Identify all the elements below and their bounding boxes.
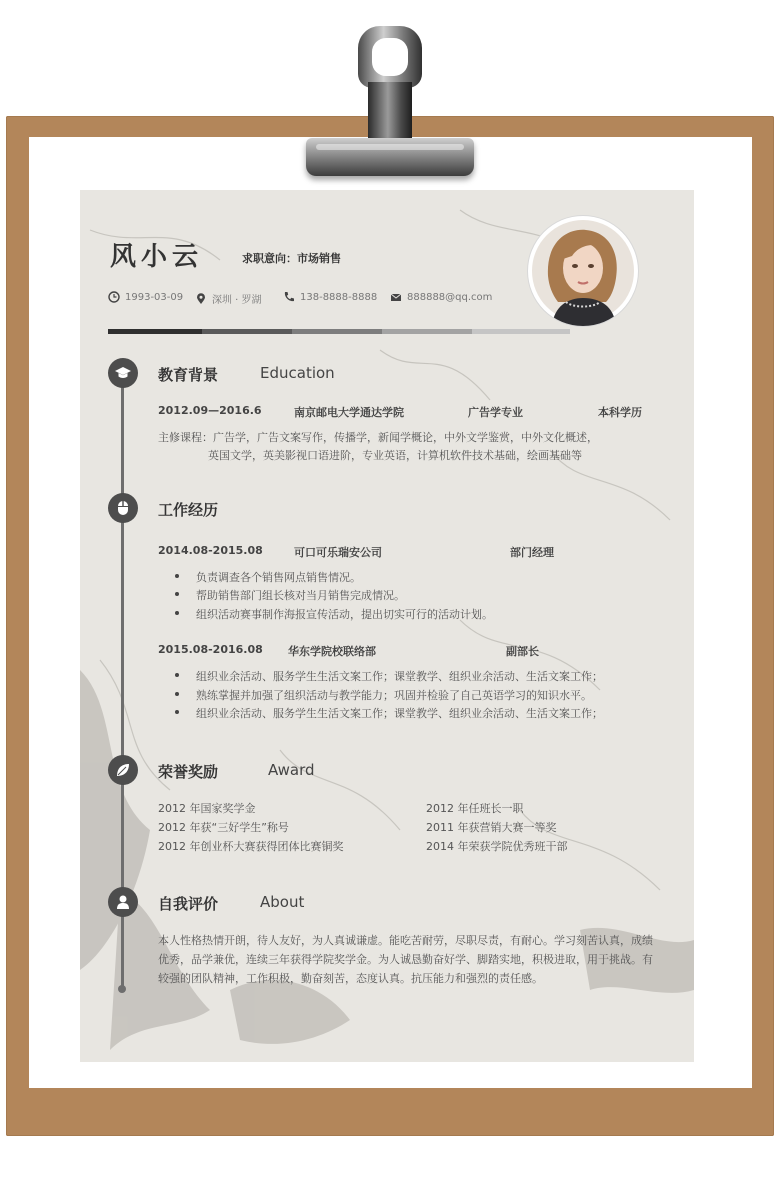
education-major: 广告学专业 bbox=[468, 406, 523, 419]
job-1-period: 2014.08-2015.08 bbox=[158, 544, 263, 557]
timeline-end-dot bbox=[118, 985, 126, 993]
job-2-duty-1: 组织业余活动、服务学生生活文案工作；课堂教学、组织业余活动、生活文案工作； bbox=[196, 670, 603, 683]
location bbox=[195, 291, 262, 306]
award-right-3: 2014 年荣获学院优秀班干部 bbox=[426, 840, 568, 853]
award-left-1: 2012 年国家奖学金 bbox=[158, 802, 256, 815]
job-2-duty-2: 熟练掌握并加强了组织活动与教学能力；巩固并检验了自己英语学习的知识水平。 bbox=[196, 689, 592, 702]
award-left-2: 2012 年获“三好学生”称号 bbox=[158, 821, 289, 834]
email bbox=[390, 291, 492, 303]
phone-icon bbox=[283, 291, 295, 303]
award-right-2: 2011 年获营销大赛一等奖 bbox=[426, 821, 557, 834]
phone-text: 138-8888-8888 bbox=[300, 291, 378, 303]
education-period: 2012.09—2016.6 bbox=[158, 404, 262, 417]
job-2-duty-3: 组织业余活动、服务学生生活文案工作；课堂教学、组织业余活动、生活文案工作； bbox=[196, 707, 603, 720]
header-bar-segment-4 bbox=[382, 329, 472, 334]
about-text: 本人性格热情开朗，待人友好，为人真诚谦虚。能吃苦耐劳，尽职尽责，有耐心。学习刻苦认真，成绩优秀，品学兼优，连续三年获得学院奖学金。为人诚恳勤奋好学、脚踏实地，积极进取，用于挑战。有较强的团队精神，工作积极，勤奋刻苦，态度认真。抗压能力和强烈的责任感。 bbox=[158, 934, 653, 985]
header-bar-segment-1 bbox=[108, 329, 202, 334]
header-bar-segment-2 bbox=[202, 329, 292, 334]
profile-photo bbox=[528, 216, 638, 326]
education-courses-line-2: 英国文学，英美影视口语进阶，专业英语，计算机软件技术基础，绘画基础等 bbox=[208, 449, 582, 462]
education-school: 南京邮电大学通达学院 bbox=[294, 406, 404, 419]
awards-title: 荣誉奖励 bbox=[158, 763, 219, 781]
birth-date bbox=[108, 291, 183, 303]
candidate-name: 风小云 bbox=[110, 242, 204, 272]
header-bar-segment-3 bbox=[292, 329, 382, 334]
awards-title-en: Award bbox=[268, 761, 315, 779]
work-title: 工作经历 bbox=[158, 501, 219, 519]
education-title: 教育背景 bbox=[158, 366, 219, 384]
job-2-period: 2015.08-2016.08 bbox=[158, 643, 263, 656]
leaf-icon bbox=[108, 755, 138, 785]
job-2-role: 副部长 bbox=[506, 645, 539, 658]
job-1-company: 可口可乐瑞安公司 bbox=[294, 546, 382, 559]
job-1-duty-1: 负责调查各个销售网点销售情况。 bbox=[196, 571, 361, 584]
clock-icon bbox=[108, 291, 120, 303]
person-icon bbox=[108, 887, 138, 917]
mouse-icon bbox=[108, 493, 138, 523]
about-title-en: About bbox=[260, 893, 305, 911]
phone bbox=[283, 291, 377, 303]
award-left-3: 2012 年创业杯大赛获得团体比赛铜奖 bbox=[158, 840, 344, 853]
mail-icon bbox=[390, 291, 402, 303]
education-title-en: Education bbox=[260, 364, 335, 382]
job-1-role: 部门经理 bbox=[510, 546, 554, 559]
binder-clip bbox=[306, 26, 474, 176]
award-right-1: 2012 年任班长一职 bbox=[426, 802, 524, 815]
birth-date-text: 1993-03-09 bbox=[125, 291, 184, 303]
job-1-duty-3: 组织活动赛事制作海报宣传活动，提出切实可行的活动计划。 bbox=[196, 608, 493, 621]
location-pin-icon bbox=[195, 293, 207, 305]
email-text: 888888@qq.com bbox=[407, 291, 493, 303]
location-text: 深圳 · 罗湖 bbox=[212, 295, 262, 306]
education-degree: 本科学历 bbox=[598, 406, 642, 419]
job-1-duty-2: 帮助销售部门组长核对当月销售完成情况。 bbox=[196, 589, 405, 602]
job-2-company: 华东学院校联络部 bbox=[288, 645, 376, 658]
education-courses-line-1: 主修课程：广告学，广告文案写作，传播学，新闻学概论，中外文学鉴赏，中外文化概述， bbox=[158, 431, 598, 444]
job-intent: 求职意向：市场销售 bbox=[242, 252, 341, 265]
graduation-cap-icon bbox=[108, 358, 138, 388]
about-title: 自我评价 bbox=[158, 895, 219, 913]
header-bar-segment-5 bbox=[472, 329, 570, 334]
